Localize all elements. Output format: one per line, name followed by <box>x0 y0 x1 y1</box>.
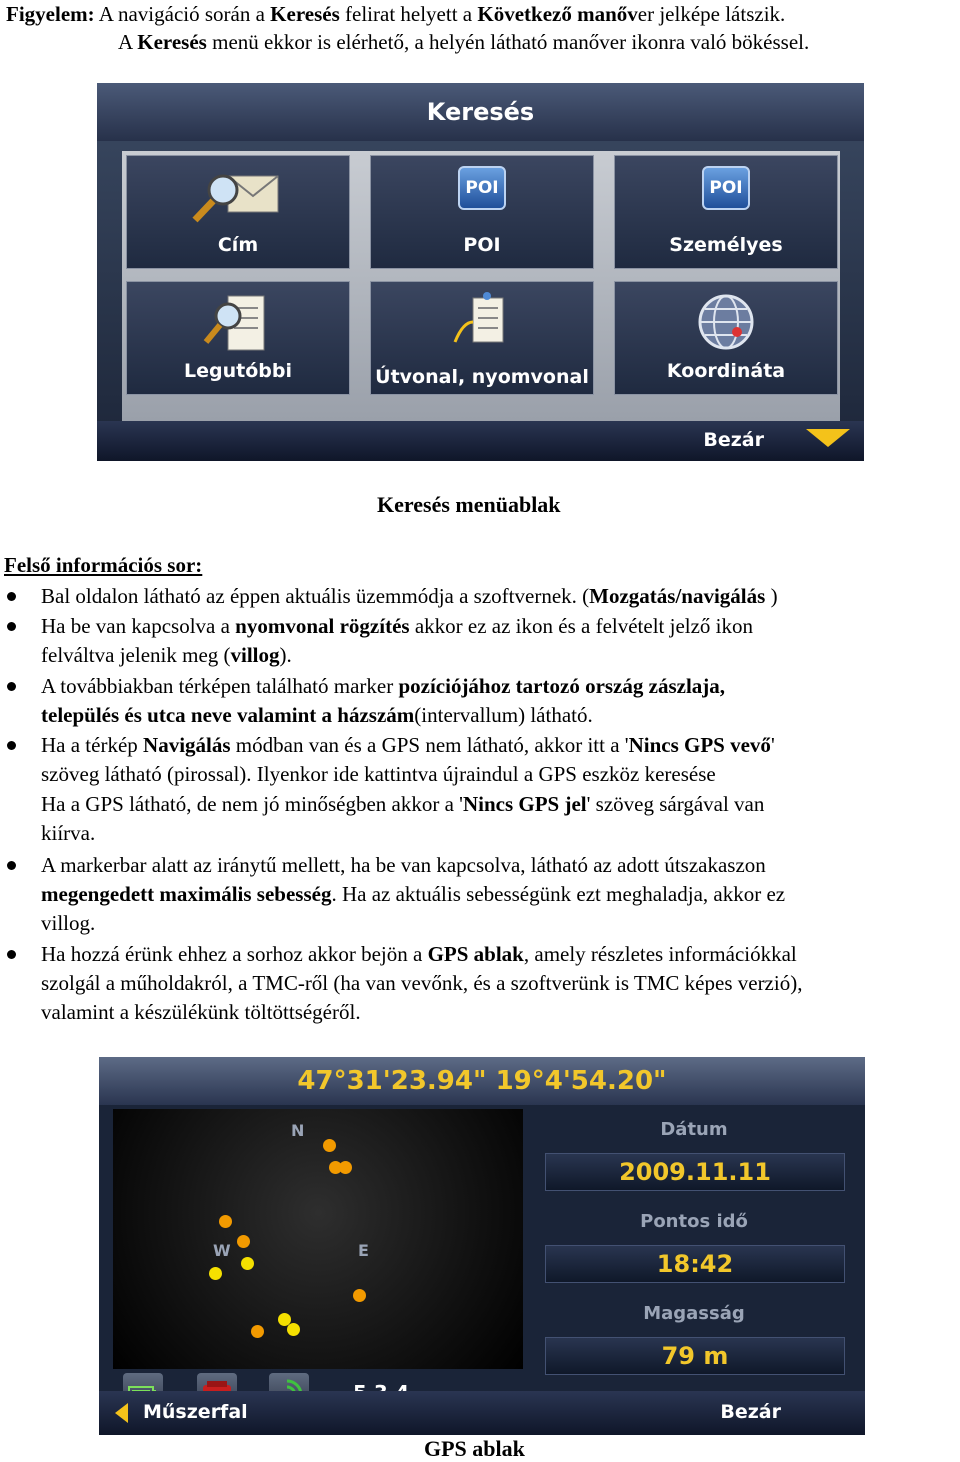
caption-search-menu: Keresés menüablak <box>377 492 561 517</box>
bullet-icon <box>7 592 16 601</box>
satellite-marker <box>353 1289 366 1302</box>
dashboard-button[interactable]: Műszerfal <box>143 1401 248 1423</box>
altitude-label: Magasság <box>643 1303 745 1324</box>
tile-utvonal[interactable] <box>370 281 594 395</box>
bullet-icon <box>7 950 16 959</box>
tile-koordinata[interactable] <box>614 281 838 395</box>
tile-legutobbi[interactable] <box>126 281 350 395</box>
poi-icon: POI <box>702 166 750 210</box>
close-button[interactable]: Bezár <box>703 429 764 451</box>
bullet-5-line-3: villog. <box>41 911 96 935</box>
gps-window-footer <box>99 1391 865 1435</box>
tile-szemelyes[interactable] <box>614 155 838 269</box>
satellite-marker <box>237 1235 250 1248</box>
gps-window-screenshot <box>99 1057 865 1435</box>
bullet-4-line-4: kiírva. <box>41 821 96 845</box>
bullet-6-line-2: szolgál a műholdakról, a TMC-ről (ha van vevőnk, és a szoftverünk is TMC képes verzió), <box>41 971 803 995</box>
gps-info-panel <box>535 1109 853 1379</box>
caption-gps-window: GPS ablak <box>424 1436 525 1461</box>
satellite-marker <box>323 1139 336 1152</box>
bullet-6-line-3: valamint a készülékünk töltöttségéről. <box>41 1000 361 1024</box>
compass-north: N <box>291 1121 305 1140</box>
bullet-4-line-1: Ha a térkép Navigálás módban van és a GPS nem látható, akkor itt a 'Nincs GPS vevő' <box>41 733 775 757</box>
notice-prefix: Figyelem: <box>6 2 95 26</box>
satellite-marker <box>209 1267 222 1280</box>
chevron-left-icon[interactable] <box>115 1403 128 1423</box>
bullet-icon <box>7 682 16 691</box>
coordinate-grid-icon <box>691 292 761 352</box>
tile-label: Legutóbbi <box>184 360 292 382</box>
notice-line-2: A Keresés menü ekkor is elérhető, a helyén látható manőver ikonra való bökéssel. <box>118 30 810 54</box>
tile-poi[interactable] <box>370 155 594 269</box>
tile-label: POI <box>463 234 501 256</box>
bullet-icon <box>7 741 16 750</box>
tile-label: Útvonal, nyomvonal <box>375 366 589 388</box>
bullet-5-line-2: megengedett maximális sebesség. Ha az aktuális sebességünk ezt meghaladja, akkor ez <box>41 882 786 906</box>
tile-label: Koordináta <box>666 360 786 382</box>
section-heading: Felső információs sor: <box>4 553 203 577</box>
compass-west: W <box>213 1241 231 1260</box>
time-label: Pontos idő <box>640 1211 748 1232</box>
bullet-5-line-1: A markerbar alatt az iránytű mellett, ha be van kapcsolva, látható az adott útszakaszon <box>41 853 766 877</box>
close-button[interactable]: Bezár <box>720 1401 781 1423</box>
search-menu-grid <box>122 151 840 421</box>
satellite-marker <box>241 1257 254 1270</box>
chevron-down-icon[interactable] <box>806 429 850 447</box>
satellite-sky-view <box>113 1109 523 1369</box>
bullet-icon <box>7 861 16 870</box>
bullet-4-line-3: Ha a GPS látható, de nem jó minőségben akkor a 'Nincs GPS jel' szöveg sárgával van <box>41 792 765 816</box>
search-menu-screenshot <box>97 83 864 461</box>
bullet-1: Bal oldalon látható az éppen aktuális üzemmódja a szoftvernek. (Mozgatás/navigálás ) <box>41 584 778 608</box>
tile-cim[interactable] <box>126 155 350 269</box>
bullet-icon <box>7 622 16 631</box>
satellite-marker <box>287 1323 300 1336</box>
time-value: 18:42 <box>545 1245 845 1283</box>
bullet-6-line-1: Ha hozzá érünk ehhez a sorhoz akkor bejön a GPS ablak, amely részletes információkkal <box>41 942 797 966</box>
compass-east: E <box>358 1241 369 1260</box>
altitude-value: 79 m <box>545 1337 845 1375</box>
envelope-search-icon <box>183 166 293 226</box>
tile-label: Cím <box>217 234 259 256</box>
route-track-icon <box>447 292 517 348</box>
recent-list-icon <box>198 292 278 356</box>
tile-label: Személyes <box>669 234 783 256</box>
date-value: 2009.11.11 <box>545 1153 845 1191</box>
gps-coordinates: 47°31'23.94" 19°4'54.20" <box>99 1057 865 1105</box>
satellite-marker <box>251 1325 264 1338</box>
satellite-marker <box>219 1215 232 1228</box>
satellite-marker <box>339 1161 352 1174</box>
bullet-2-line-1: Ha be van kapcsolva a nyomvonal rögzítés akkor ez az ikon és a felvételt jelző ikon <box>41 614 754 638</box>
notice-line-1: Figyelem: A navigáció során a Keresés felirat helyett a Következő manőver jelképe látszik. <box>6 2 786 26</box>
poi-icon: POI <box>458 166 506 210</box>
bullet-2-line-2: felváltva jelenik meg (villog). <box>41 643 292 667</box>
search-menu-title: Keresés <box>97 83 864 141</box>
bullet-3-line-2: település és utca neve valamint a házszám(intervallum) látható. <box>41 703 593 727</box>
bullet-4-line-2: szöveg látható (pirossal). Ilyenkor ide kattintva újraindul a GPS eszköz keresése <box>41 762 716 786</box>
search-menu-footer <box>97 421 864 461</box>
bullet-3-line-1: A továbbiakban térképen található marker pozíciójához tartozó ország zászlaja, <box>41 674 726 698</box>
date-label: Dátum <box>660 1119 728 1140</box>
